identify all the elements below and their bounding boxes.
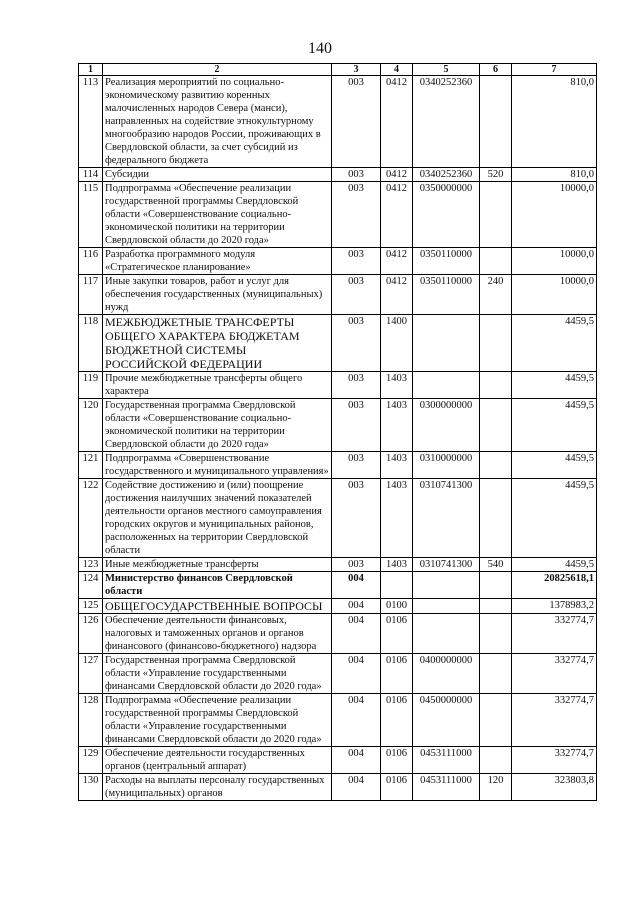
amount: 332774,7 (512, 694, 597, 747)
row-number: 124 (79, 572, 103, 599)
admin-code: 003 (332, 372, 381, 399)
row-name: Обеспечение деятельности государственных органов (центральный аппарат) (103, 747, 332, 774)
row-number: 128 (79, 694, 103, 747)
section-code: 0106 (381, 654, 413, 694)
amount: 332774,7 (512, 614, 597, 654)
amount: 332774,7 (512, 747, 597, 774)
row-name: Прочие межбюджетные трансферты общего характера (103, 372, 332, 399)
target-article-code: 0300000000 (413, 399, 480, 452)
expense-type-code (480, 614, 512, 654)
row-name: Расходы на выплаты персоналу государственных (муниципальных) органов (103, 774, 332, 801)
target-article-code: 0310741300 (413, 479, 480, 558)
admin-code: 003 (332, 182, 381, 248)
expense-type-code (480, 452, 512, 479)
table-body (79, 76, 597, 801)
row-name: Подпрограмма «Совершенствование государственного и муниципального управления» (103, 452, 332, 479)
target-article-code: 0310000000 (413, 452, 480, 479)
amount: 10000,0 (512, 275, 597, 315)
table-row (79, 275, 597, 315)
section-code: 0106 (381, 747, 413, 774)
row-name: Государственная программа Свердловской области «Совершенствование социально-экономической политики на территории Свердловской области до 2020 года» (103, 399, 332, 452)
expense-type-code (480, 479, 512, 558)
table-row (79, 558, 597, 572)
target-article-code (413, 372, 480, 399)
expense-type-code (480, 572, 512, 599)
amount: 10000,0 (512, 248, 597, 275)
column-header: 7 (512, 64, 597, 76)
section-code: 0106 (381, 694, 413, 747)
table-row (79, 315, 597, 372)
row-name: Реализация мероприятий по социально-экономическому развитию коренных малочисленных народов Севера (манси), направленных на содействие этнокультурному многообразию народов России, проживающих в Свердловской области, за счет субсидий из федерального бюджета (103, 76, 332, 168)
target-article-code (413, 315, 480, 372)
row-number: 116 (79, 248, 103, 275)
row-number: 125 (79, 599, 103, 614)
amount: 20825618,1 (512, 572, 597, 599)
table-row (79, 747, 597, 774)
target-article-code: 0310741300 (413, 558, 480, 572)
table-row (79, 399, 597, 452)
row-name: Содействие достижению и (или) поощрение достижения наилучших значений показателей деятельности органов местного самоуправления городских округов и муниципальных районов, расположенных на территории Свердловской области (103, 479, 332, 558)
admin-code: 004 (332, 614, 381, 654)
row-number: 122 (79, 479, 103, 558)
table-row (79, 599, 597, 614)
amount: 4459,5 (512, 399, 597, 452)
row-number: 114 (79, 168, 103, 182)
section-code: 1403 (381, 452, 413, 479)
section-code: 0412 (381, 248, 413, 275)
admin-code: 004 (332, 599, 381, 614)
expense-type-code (480, 399, 512, 452)
section-code: 0412 (381, 76, 413, 168)
target-article-code: 0453111000 (413, 774, 480, 801)
expense-type-code (480, 372, 512, 399)
admin-code: 003 (332, 479, 381, 558)
expense-type-code: 520 (480, 168, 512, 182)
target-article-code: 0400000000 (413, 654, 480, 694)
table-row (79, 654, 597, 694)
page-number: 140 (308, 40, 332, 57)
section-code: 1400 (381, 315, 413, 372)
admin-code: 004 (332, 654, 381, 694)
row-name: Иные закупки товаров, работ и услуг для обеспечения государственных (муниципальных) нужд (103, 275, 332, 315)
table-row (79, 614, 597, 654)
amount: 4459,5 (512, 372, 597, 399)
section-code: 0412 (381, 182, 413, 248)
row-number: 118 (79, 315, 103, 372)
row-name: Субсидии (103, 168, 332, 182)
target-article-code (413, 614, 480, 654)
table-row (79, 774, 597, 801)
table-header-row (79, 64, 597, 76)
budget-table (78, 63, 597, 801)
admin-code: 003 (332, 558, 381, 572)
row-name: Подпрограмма «Обеспечение реализации государственной программы Свердловской области «Управление государственными финансами Свердловской области до 2020 года» (103, 694, 332, 747)
target-article-code (413, 599, 480, 614)
row-name: Министерство финансов Свердловской области (103, 572, 332, 599)
row-name: Государственная программа Свердловской области «Управление государственными финансами Свердловской области до 2020 года» (103, 654, 332, 694)
section-code: 0412 (381, 275, 413, 315)
column-header: 6 (480, 64, 512, 76)
row-name: МЕЖБЮДЖЕТНЫЕ ТРАНСФЕРТЫ ОБЩЕГО ХАРАКТЕРА БЮДЖЕТАМ БЮДЖЕТНОЙ СИСТЕМЫ РОССИЙСКОЙ ФЕДЕРАЦИИ (103, 315, 332, 372)
row-name: Подпрограмма «Обеспечение реализации государственной программы Свердловской области «Совершенствование социально-экономической политики на территории Свердловской области до 2020 года» (103, 182, 332, 248)
row-number: 127 (79, 654, 103, 694)
admin-code: 003 (332, 315, 381, 372)
admin-code: 003 (332, 399, 381, 452)
table-row (79, 76, 597, 168)
admin-code: 004 (332, 774, 381, 801)
amount: 810,0 (512, 168, 597, 182)
expense-type-code (480, 694, 512, 747)
table-row (79, 168, 597, 182)
expense-type-code (480, 599, 512, 614)
amount: 10000,0 (512, 182, 597, 248)
row-number: 119 (79, 372, 103, 399)
table-row (79, 182, 597, 248)
row-name: ОБЩЕГОСУДАРСТВЕННЫЕ ВОПРОСЫ (103, 599, 332, 614)
expense-type-code (480, 76, 512, 168)
target-article-code: 0453111000 (413, 747, 480, 774)
table-row (79, 452, 597, 479)
table-row (79, 479, 597, 558)
row-number: 123 (79, 558, 103, 572)
row-name: Разработка программного модуля «Стратегическое планирование» (103, 248, 332, 275)
row-name: Обеспечение деятельности финансовых, налоговых и таможенных органов и органов финансового (финансово-бюджетного) надзора (103, 614, 332, 654)
amount: 4459,5 (512, 315, 597, 372)
amount: 1378983,2 (512, 599, 597, 614)
section-code: 0100 (381, 599, 413, 614)
row-number: 120 (79, 399, 103, 452)
target-article-code: 0350110000 (413, 248, 480, 275)
expense-type-code (480, 315, 512, 372)
section-code: 0106 (381, 614, 413, 654)
expense-type-code (480, 248, 512, 275)
row-number: 115 (79, 182, 103, 248)
admin-code: 003 (332, 275, 381, 315)
admin-code: 004 (332, 694, 381, 747)
section-code (381, 572, 413, 599)
target-article-code: 0340252360 (413, 76, 480, 168)
row-number: 126 (79, 614, 103, 654)
expense-type-code: 120 (480, 774, 512, 801)
row-number: 130 (79, 774, 103, 801)
admin-code: 004 (332, 572, 381, 599)
table-row (79, 372, 597, 399)
section-code: 0412 (381, 168, 413, 182)
amount: 4459,5 (512, 558, 597, 572)
admin-code: 003 (332, 76, 381, 168)
section-code: 1403 (381, 558, 413, 572)
target-article-code (413, 572, 480, 599)
column-header: 4 (381, 64, 413, 76)
row-number: 121 (79, 452, 103, 479)
amount: 4459,5 (512, 452, 597, 479)
row-number: 129 (79, 747, 103, 774)
target-article-code: 0350110000 (413, 275, 480, 315)
amount: 332774,7 (512, 654, 597, 694)
section-code: 0106 (381, 774, 413, 801)
column-header: 5 (413, 64, 480, 76)
admin-code: 003 (332, 248, 381, 275)
row-number: 113 (79, 76, 103, 168)
amount: 4459,5 (512, 479, 597, 558)
target-article-code: 0450000000 (413, 694, 480, 747)
amount: 323803,8 (512, 774, 597, 801)
row-number: 117 (79, 275, 103, 315)
admin-code: 003 (332, 168, 381, 182)
admin-code: 003 (332, 452, 381, 479)
column-header: 1 (79, 64, 103, 76)
table-row (79, 694, 597, 747)
target-article-code: 0350000000 (413, 182, 480, 248)
expense-type-code (480, 182, 512, 248)
section-code: 1403 (381, 372, 413, 399)
expense-type-code (480, 654, 512, 694)
expense-type-code: 240 (480, 275, 512, 315)
amount: 810,0 (512, 76, 597, 168)
column-header: 2 (103, 64, 332, 76)
section-code: 1403 (381, 479, 413, 558)
row-name: Иные межбюджетные трансферты (103, 558, 332, 572)
target-article-code: 0340252360 (413, 168, 480, 182)
expense-type-code: 540 (480, 558, 512, 572)
table-row (79, 572, 597, 599)
expense-type-code (480, 747, 512, 774)
admin-code: 004 (332, 747, 381, 774)
section-code: 1403 (381, 399, 413, 452)
table-row (79, 248, 597, 275)
column-header: 3 (332, 64, 381, 76)
